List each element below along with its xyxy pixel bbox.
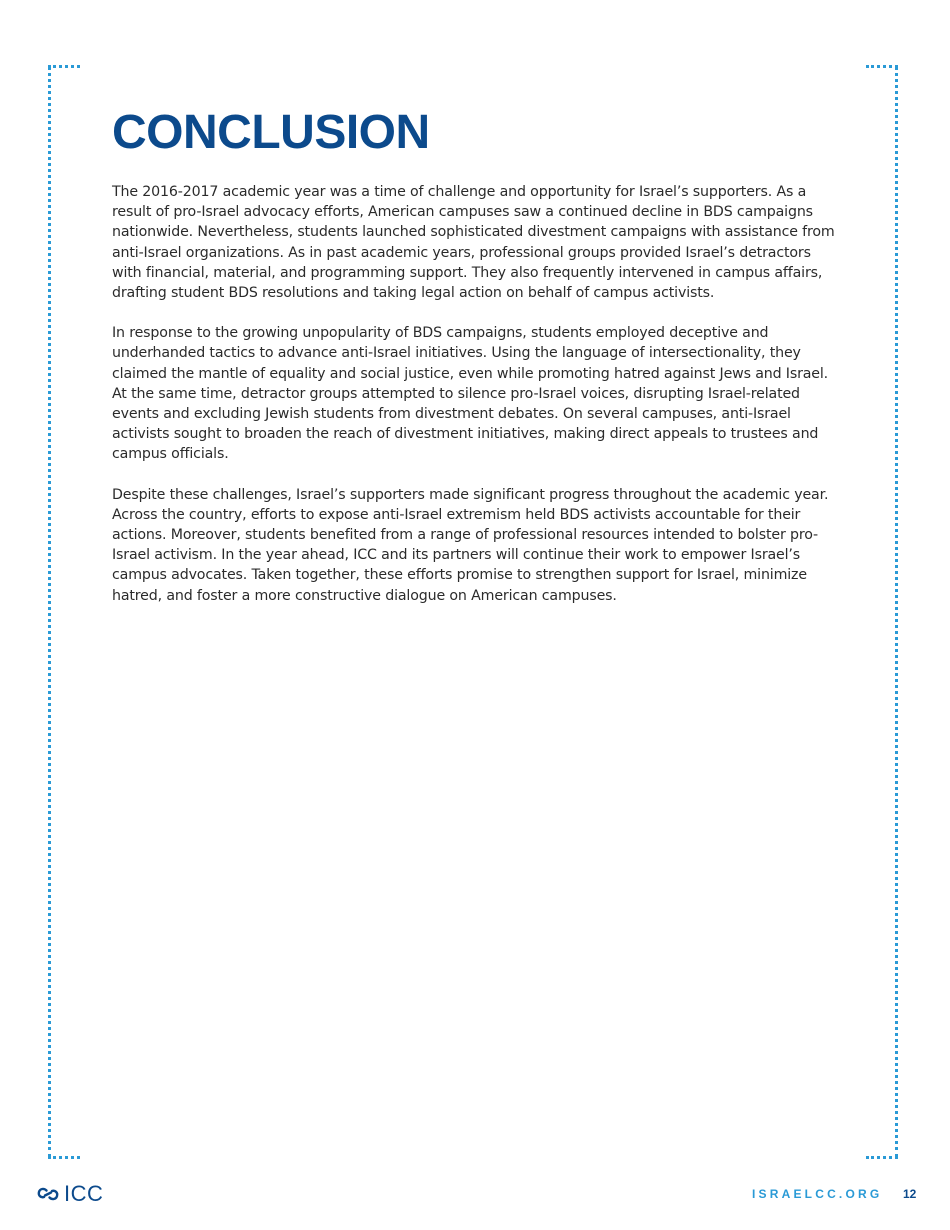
footer-website[interactable]: ISRAELCC.ORG xyxy=(752,1187,883,1201)
paragraph-1: The 2016-2017 academic year was a time of challenge and opportunity for Israel’s supporters. As a result of pro-Israel advocacy efforts, American campuses saw a continued decline in BDS campaigns nationwide. Nevertheless, students launched sophisticated divestment campaigns with assistance from anti-Israel organizations. As in past academic years, professional groups provided Israel’s detractors with financial, material, and programming support. They also frequently intervened in campus affairs, drafting student BDS resolutions and taking legal action on behalf of campus activists. xyxy=(112,184,835,302)
frame-corner-bottom-right xyxy=(866,1156,898,1159)
paragraph-3: Despite these challenges, Israel’s supporters made significant progress throughout the academic year. Across the country, efforts to expose anti-Israel extremism held BDS activists accountable for their actions. Moreover, students benefited from a range of professional resources intended to bolster pro-Israel activism. In the year ahead, ICC and its partners will continue their work to empower Israel’s campus advocates. Taken together, these efforts promise to strengthen support for Israel, minimize hatred, and foster a more constructive dialogue on American campuses. xyxy=(112,486,829,604)
frame-corner-top-left xyxy=(48,65,80,68)
page-number: 12 xyxy=(903,1187,917,1201)
link-icon xyxy=(36,1184,60,1204)
page-title: CONCLUSION xyxy=(112,106,430,159)
paragraph-2: In response to the growing unpopularity of BDS campaigns, students employed deceptive and underhanded tactics to advance anti-Israel initiatives. Using the language of intersectionality, they claimed the mantle of equality and social justice, even while promoting hatred against Jews and Israel. At the same time, detractor groups attempted to silence pro-Israel voices, disrupting Israel-related events and excluding Jewish students from divestment debates. On several campuses, anti-Israel activists sought to broaden the reach of divestment initiatives, making direct appeals to trustees and campus officials. xyxy=(112,325,829,463)
logo-text: ICC xyxy=(64,1181,104,1206)
frame-border-left xyxy=(48,66,51,1158)
frame-corner-bottom-left xyxy=(48,1156,80,1159)
page-content xyxy=(112,104,844,626)
frame-corner-top-right xyxy=(866,65,898,68)
icc-logo xyxy=(36,1182,103,1206)
frame-border-right xyxy=(895,66,898,1158)
